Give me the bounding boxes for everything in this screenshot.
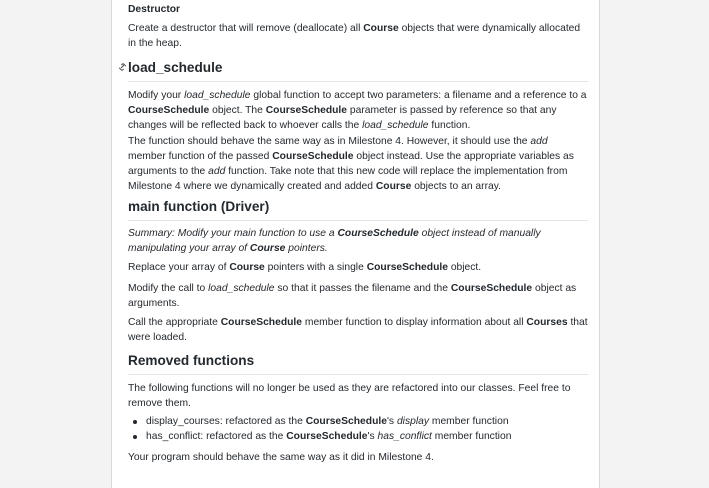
removed-functions-closing: Your program should behave the same way as it did in Milestone 4.	[128, 452, 434, 463]
load-schedule-paragraph-1: Modify your load_schedule global function to accept two parameters: a filename and a reference to a CourseSchedule object. The CourseSchedule parameter is passed by reference so that any changes will be reflected back to whoever calls the load_schedule function.	[128, 90, 587, 131]
removed-functions-heading: Removed functions	[128, 352, 588, 375]
main-function-summary: Summary: Modify your main function to use a CourseSchedule object instead of manually manipulating your array of Course pointers.	[128, 228, 541, 254]
load-schedule-paragraph-2: The function should behave the same way as in Milestone 4. However, it should use the add member function of the passed CourseSchedule object instead. Use the appropriate variables as arguments to the add function. Take note that this new code will replace the implementation from Milestone 4 where we dynamically created and added Course objects to an array.	[128, 136, 574, 192]
bullet-icon	[133, 420, 137, 424]
document-page: Destructor Create a destructor that will remove (deallocate) all Course objects that were dynamically allocated in the heap. load_schedule Modify your load_schedule global function to accept two parameters: a filename and a reference to a CourseSchedule object. The CourseSchedule parameter is passed by reference so that any changes will be reflected back to whoever calls the load_schedule function. The function should behave the same way as in Milestone 4. However, it should use the add member function of the passed CourseSchedule object instead. Use the appropriate variables as arguments to the add function. Take note that this new code will replace the implementation from Milestone 4 where we dynamically created and added Course objects to an array. main function (Driver) Summary: Modify your main function to use a CourseSchedule object instead of manually manipulating your array of Course pointers. Replace your array of Course pointers with a single CourseSchedule object. Modify the call to load_schedule so that it passes the filename and the CourseSchedule object as arguments. Call the appropriate CourseSchedule member function to display information about all Courses that were loaded. Removed functions The following functions will no longer be used as they are refactored into our classes. Feel free to remove them. display_courses: refactored as the CourseSchedule's display member function has_conflict: refactored as the CourseSchedule's has_conflict member function Your program should behave the same way as it did in Milestone 4.	[111, 0, 600, 488]
destructor-paragraph: Create a destructor that will remove (deallocate) all Course objects that were dynamically allocated in the heap.	[128, 23, 581, 49]
destructor-heading: Destructor	[128, 4, 181, 15]
load-schedule-heading-text: load_schedule	[128, 60, 223, 75]
main-function-paragraph-1: Replace your array of Course pointers with a single CourseSchedule object.	[128, 262, 482, 273]
link-icon[interactable]	[118, 63, 127, 71]
bullet-icon	[133, 435, 137, 439]
main-function-heading: main function (Driver)	[128, 198, 588, 221]
main-function-paragraph-2: Modify the call to load_schedule so that it passes the filename and the CourseSchedule object as arguments.	[128, 283, 577, 309]
removed-functions-intro: The following functions will no longer be used as they are refactored into our classes. Feel free to remove them.	[128, 383, 571, 409]
main-function-paragraph-3: Call the appropriate CourseSchedule member function to display information about all Courses that were loaded.	[128, 317, 588, 343]
load-schedule-heading	[128, 59, 588, 82]
